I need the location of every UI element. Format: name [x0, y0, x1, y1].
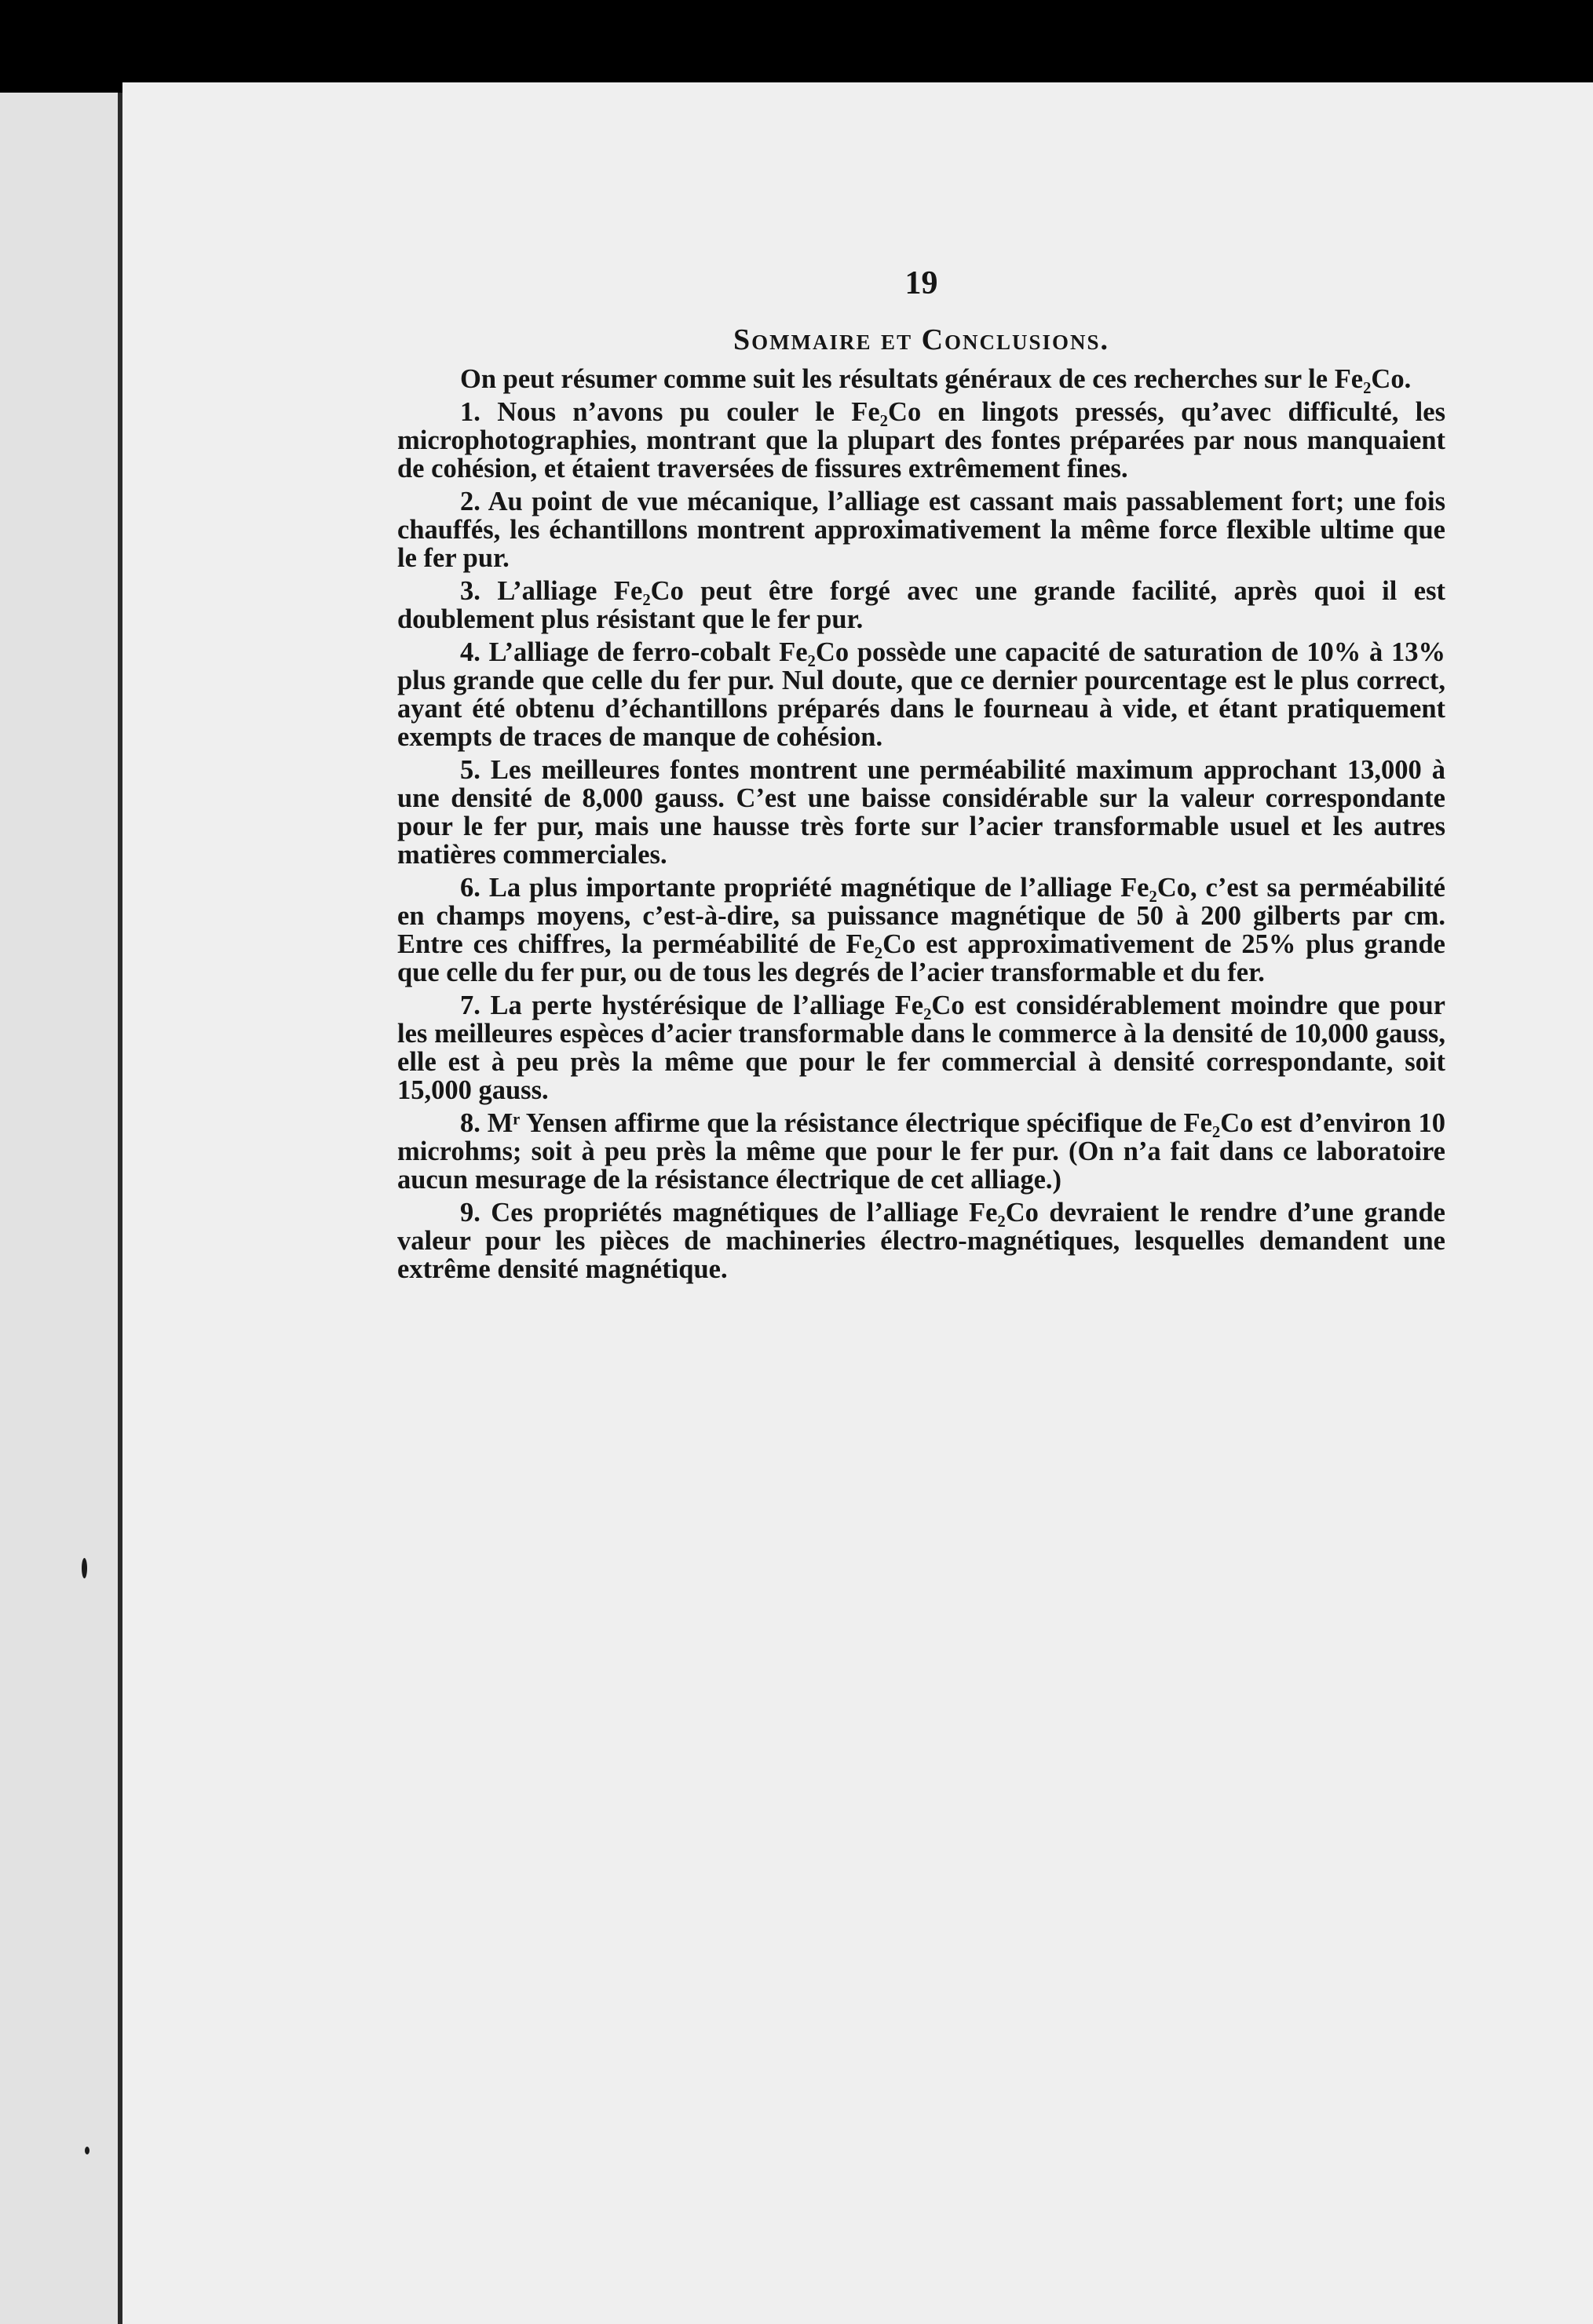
- paragraph-number: 4.: [460, 637, 480, 667]
- paragraph-number: 8.: [460, 1108, 480, 1138]
- document-page: [122, 82, 1593, 2324]
- paragraph-8: [397, 1109, 1445, 1194]
- paragraph-number: 7.: [460, 991, 480, 1020]
- paragraph-text: La plus importante propriété magnétique de l’alliage Fe₂Co, c’est sa perméabilité en champs moyens, c’est-à-dire, sa puissance magnétique de 50 à 200 gilberts par cm. Entre ces chiffres, la perméabilité de Fe₂Co est approximativement de 25% plus grande que celle du fer pur, ou de tous les degrés de l’acier transformable et du fer.: [397, 873, 1445, 987]
- paragraph-number: 6.: [460, 873, 480, 903]
- paragraph-text: Ces propriétés magnétiques de l’alliage Fe₂Co devraient le rendre d’une grande valeur pour les pièces de machineries électro-magnétiques, lesquelles demandent une extrême densité magnétique.: [397, 1198, 1445, 1284]
- paragraph-intro: [397, 365, 1445, 393]
- paragraph-2: [397, 487, 1445, 572]
- scan-speck: [85, 2147, 90, 2154]
- paragraph-number: 5.: [460, 755, 480, 785]
- paragraph-text: L’alliage Fe₂Co peut être forgé avec une grande facilité, après quoi il est doublement plus résistant que le fer pur.: [397, 576, 1445, 634]
- paragraph-number: 2.: [460, 487, 480, 516]
- paragraph-text: Au point de vue mécanique, l’alliage est cassant mais passablement fort; une fois chauffés, les échantillons montrent approximativement la même force flexible ultime que le fer pur.: [397, 487, 1445, 573]
- section-heading: Sommaire et Conclusions.: [733, 323, 1110, 356]
- paragraph-number: 3.: [460, 576, 480, 606]
- paragraph-text: On peut résumer comme suit les résultats généraux de ces recherches sur le Fe₂Co.: [460, 364, 1412, 394]
- paragraph-3: [397, 577, 1445, 633]
- paragraph-5: [397, 756, 1445, 869]
- facing-page-edge: [0, 93, 119, 2324]
- paragraph-text: La perte hystérésique de l’alliage Fe₂Co est considérablement moindre que pour les meilleures espèces d’acier transformable dans le commerce à la densité de 10,000 gauss, elle est à peu près la même que pour le fer commercial à densité correspondante, soit 15,000 gauss.: [397, 991, 1445, 1105]
- paragraph-text: Mʳ Yensen affirme que la résistance électrique spécifique de Fe₂Co est d’environ 10 microhms; soit à peu près la même que pour le fer pur. (On n’a fait dans ce laboratoire aucun mesurage de la résistance électrique de cet alliage.): [397, 1108, 1445, 1195]
- paragraph-text: Nous n’avons pu couler le Fe₂Co en lingots pressés, qu’avec difficulté, les microphotographies, montrant que la plupart des fontes préparées par nous manquaient de cohésion, et étaient traversées de fissures extrêmement fines.: [397, 397, 1446, 483]
- paragraph-7: [397, 991, 1445, 1104]
- scan-speck: [82, 1558, 87, 1578]
- paragraph-number: 1.: [460, 397, 480, 427]
- page-number: 19: [904, 265, 938, 301]
- paragraph-text: Les meilleures fontes montrent une perméabilité maximum approchant 13,000 à une densité de 8,000 gauss. C’est une baisse considérable sur la valeur correspondante pour le fer pur, mais une hausse très forte sur l’acier transformable usuel et les autres matières commerciales.: [397, 755, 1445, 870]
- paragraph-6: [397, 874, 1445, 987]
- paragraph-9: [397, 1198, 1445, 1283]
- paragraph-number: 9.: [460, 1198, 480, 1228]
- body-text: [397, 365, 1445, 1288]
- paragraph-1: [397, 398, 1445, 483]
- paragraph-text: L’alliage de ferro-cobalt Fe₂Co possède une capacité de saturation de 10% à 13% plus grande que celle du fer pur. Nul doute, que ce dernier pourcentage est le plus correct, ayant été obtenu d’échantillons préparés dans le fourneau à vide, et étant pratiquement exempts de traces de manque de cohésion.: [397, 637, 1446, 752]
- paragraph-4: [397, 638, 1445, 751]
